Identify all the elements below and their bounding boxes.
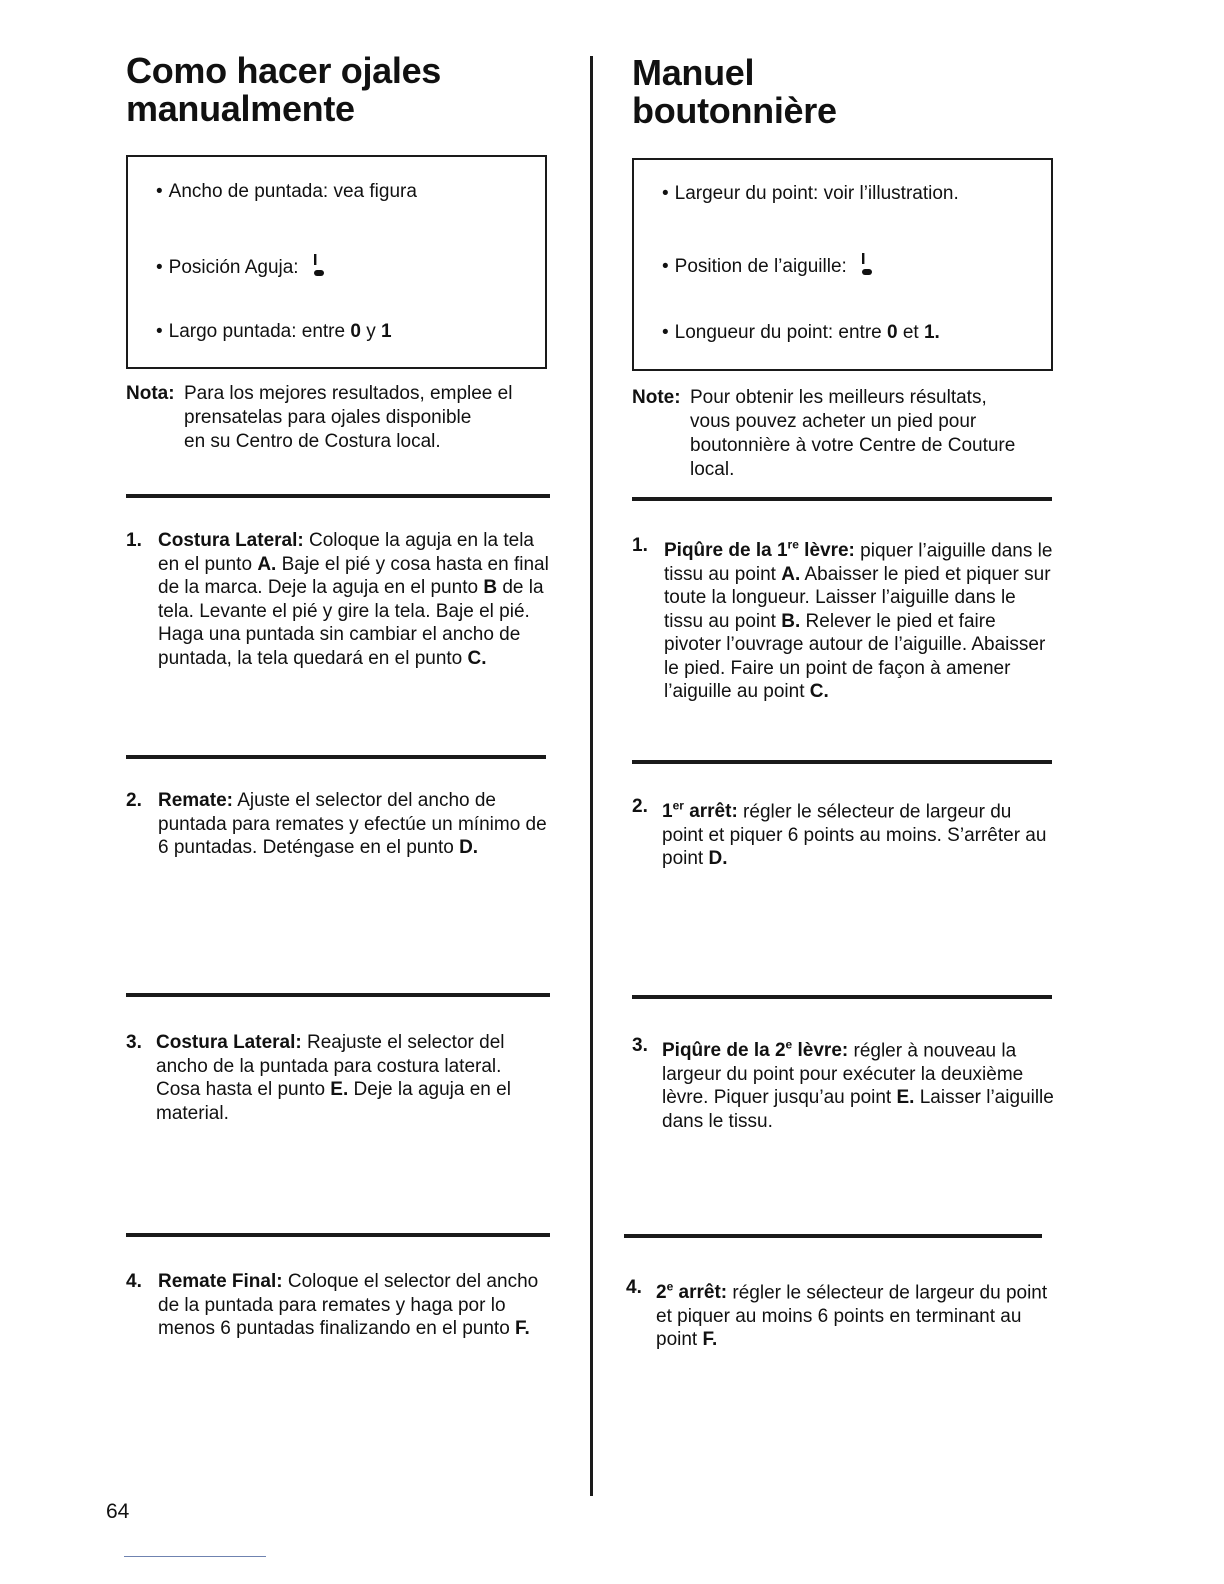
ordinal-sup: e	[785, 1038, 793, 1052]
needle-position-setting	[662, 252, 874, 282]
bullet-icon: •	[156, 257, 163, 278]
settings-box-es	[126, 155, 547, 369]
step-text: de la tela. Levante el pié y gire la tela. Baje el pié. Haga una puntada sin cambiar el ancho de puntada, la tela quedará en el punto	[158, 577, 544, 669]
point-label: F.	[702, 1329, 718, 1351]
page-title-fr	[632, 54, 837, 130]
step-text: Relever le pied et faire pivoter l’ouvrage autour de l’aiguille. Abaisser le pied. Faire un point de façon à amener l’aiguille au point	[664, 610, 1046, 703]
note-line: Pour obtenir les meilleurs résultats,	[690, 387, 987, 408]
section-divider	[632, 995, 1052, 999]
stitch-length-max: 1	[381, 321, 392, 342]
step-text: Coloque la aguja en la tela en el punto	[158, 530, 534, 575]
note-label: Note:	[632, 387, 681, 408]
step-title: Costura Lateral:	[156, 1032, 302, 1053]
step-title-part: Piqûre de la 2	[662, 1040, 786, 1062]
step-text: régler le sélecteur de largeur du point et piquer au moins 6 points en terminant au point	[656, 1282, 1048, 1351]
step-title-part: 1	[662, 801, 673, 823]
section-divider	[632, 760, 1052, 764]
step-number: 3.	[126, 1032, 142, 1053]
stitch-length-setting	[662, 322, 940, 344]
needle-position-text: Posición Aguja:	[168, 257, 299, 278]
step-title	[662, 1040, 848, 1061]
note-label: Nota:	[126, 383, 175, 404]
step-number: 4.	[626, 1277, 642, 1298]
step-body	[158, 789, 550, 860]
ordinal-sup: re	[787, 538, 799, 552]
stitch-length-conj: y	[360, 321, 381, 342]
step-body	[662, 1034, 1054, 1133]
section-divider	[126, 1233, 550, 1237]
note-line: prensatelas para ojales disponible	[184, 407, 472, 428]
ordinal-sup: er	[672, 799, 684, 813]
note-line: Para los mejores resultados, emplee el	[184, 383, 513, 404]
point-label: B	[483, 577, 498, 598]
needle-position-left-icon	[312, 253, 326, 283]
step-title-part: lèvre:	[798, 540, 855, 562]
column-divider	[590, 56, 593, 1496]
ordinal-sup: e	[666, 1280, 674, 1294]
step-title: Remate:	[158, 790, 233, 811]
step-title-part: arrêt:	[683, 801, 738, 823]
step-title-part: Piqûre de la 1	[664, 540, 788, 562]
stitch-length-text: Longueur du point: entre	[674, 322, 887, 343]
step-text: régler à nouveau la largeur du point pour exécuter la deuxième lèvre. Piquer jusqu’au point	[662, 1040, 1024, 1109]
bullet-icon: •	[156, 181, 163, 202]
step-number: 4.	[126, 1271, 142, 1292]
bullet-icon: •	[662, 256, 669, 277]
bullet-icon: •	[156, 321, 163, 342]
step-title: Remate Final:	[158, 1271, 283, 1292]
note-line: local.	[690, 459, 735, 480]
point-label: C.	[467, 647, 487, 669]
point-label: B.	[781, 610, 801, 632]
page-title-es	[126, 52, 441, 128]
step-text: Reajuste el selector del ancho de la puntada para costura lateral. Cosa hasta el punto	[156, 1032, 505, 1100]
step-body	[664, 534, 1056, 704]
step-text: Laisser l’aiguille dans le tissu.	[662, 1087, 1054, 1132]
stitch-length-conj: et	[897, 322, 924, 343]
needle-position-setting	[156, 253, 326, 283]
step-text: Coloque el selector del ancho de la puntada para remates y haga por lo menos 6 puntadas finalizando en el punto	[158, 1271, 539, 1339]
step-title-part: lèvre:	[792, 1040, 849, 1062]
section-divider	[624, 1234, 1042, 1238]
title-line-2: manualmente	[126, 88, 355, 129]
step-body	[156, 1031, 548, 1125]
title-line-1: Manuel	[632, 52, 755, 93]
step-number: 1.	[632, 535, 648, 556]
step-text: Ajuste el selector del ancho de puntada para remates y efectúe un mínimo de 6 puntadas. Deténgase en el punto	[158, 790, 547, 858]
title-line-1: Como hacer ojales	[126, 50, 442, 91]
section-divider	[632, 497, 1052, 501]
bullet-icon: •	[662, 322, 669, 343]
stitch-length-min: 0	[350, 321, 361, 342]
step-text: Abaisser le pied et piquer sur toute la longueur. Laisser l’aiguille dans le tissu au point	[664, 563, 1051, 632]
point-label: A.	[257, 553, 277, 575]
stitch-length-text: Largo puntada: entre	[168, 321, 351, 342]
section-divider	[126, 494, 550, 498]
section-divider	[126, 993, 550, 997]
settings-box-fr	[632, 158, 1053, 371]
title-line-2: boutonnière	[632, 90, 837, 131]
point-label: E.	[330, 1079, 349, 1100]
step-text: régler le sélecteur de largeur du point et piquer 6 points au moins. S’arrêter au point	[662, 801, 1047, 870]
step-title	[662, 801, 738, 822]
note-line: vous pouvez acheter un pied pour	[690, 411, 977, 432]
point-label: D.	[459, 837, 479, 858]
step-text: Baje el pié y cosa hasta en final de la marca. Deje la aguja en el punto	[158, 553, 549, 598]
step-title: Costura Lateral:	[158, 530, 304, 551]
step-title-part: arrêt:	[673, 1282, 728, 1304]
stitch-length-setting	[156, 321, 392, 343]
point-label: E.	[896, 1087, 915, 1109]
section-divider	[126, 755, 546, 759]
stitch-length-min: 0	[887, 322, 898, 343]
step-number: 3.	[632, 1035, 648, 1056]
step-text: Deje la aguja en el material.	[156, 1079, 511, 1124]
step-title	[664, 540, 855, 561]
step-text: piquer l’aiguille dans le tissu au point	[664, 540, 1053, 585]
step-body	[662, 795, 1054, 871]
point-label: F.	[515, 1318, 530, 1339]
step-body	[656, 1276, 1048, 1352]
stitch-length-max: 1.	[923, 322, 940, 343]
point-label: C.	[809, 681, 829, 703]
stitch-width-setting	[662, 183, 959, 205]
point-label: A.	[781, 563, 801, 585]
step-body	[158, 1270, 550, 1341]
step-body	[158, 529, 550, 670]
needle-position-left-icon	[860, 252, 874, 282]
note-line: en su Centro de Costura local.	[184, 431, 441, 452]
needle-position-text: Position de l’aiguille:	[674, 256, 847, 277]
footer-rule	[124, 1556, 266, 1557]
step-title	[656, 1282, 727, 1303]
stitch-width-text: Ancho de puntada: vea figura	[168, 181, 417, 202]
step-number: 2.	[632, 796, 648, 817]
step-number: 1.	[126, 530, 142, 551]
stitch-width-setting	[156, 181, 417, 203]
note-line: boutonnière à votre Centre de Couture	[690, 435, 1016, 456]
note-text	[690, 386, 1015, 482]
point-label: D.	[708, 848, 728, 870]
note-text	[184, 382, 512, 454]
stitch-width-text: Largeur du point: voir l’illustration.	[674, 183, 959, 204]
step-title-part: 2	[656, 1282, 667, 1304]
bullet-icon: •	[662, 183, 669, 204]
step-number: 2.	[126, 790, 142, 811]
page-number: 64	[106, 1500, 130, 1523]
